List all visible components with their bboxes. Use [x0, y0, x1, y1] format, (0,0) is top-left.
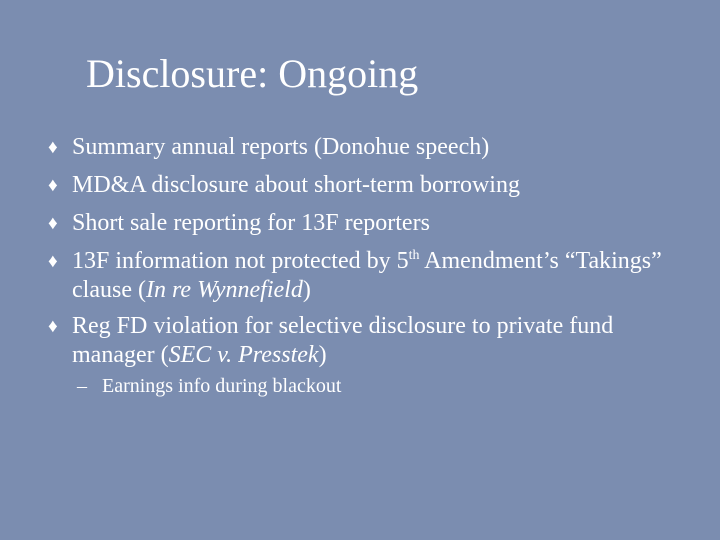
bullet-text-middle: Amendment’s “Takings” clause ( [72, 248, 662, 303]
bullet-item [48, 209, 688, 238]
bullet-item [48, 133, 688, 162]
bullet-text: Short sale reporting for 13F reporters [72, 210, 430, 236]
slide-title: Disclosure: Ongoing [86, 51, 419, 96]
sub-bullet-list [77, 374, 688, 398]
diamond-bullet-icon: ♦ [48, 251, 58, 272]
bullet-text-end: ) [302, 277, 311, 303]
dash-bullet-icon: – [77, 375, 87, 397]
sub-bullet-item [77, 374, 688, 398]
bullet-list [48, 133, 688, 407]
bullet-text: MD&A disclosure about short-term borrowing [72, 172, 520, 198]
bullet-text: Summary annual reports (Donohue speech) [72, 134, 490, 160]
diamond-bullet-icon: ♦ [48, 316, 58, 337]
case-citation: SEC v. Presstek [168, 342, 319, 368]
bullet-item [48, 171, 688, 200]
bullet-text-end: ) [318, 342, 327, 368]
ordinal-superscript: th [408, 248, 420, 263]
case-citation: In re Wynnefield [145, 277, 303, 303]
bullet-item [48, 247, 688, 305]
sub-bullet-text: Earnings info during blackout [102, 375, 342, 397]
diamond-bullet-icon: ♦ [48, 175, 58, 196]
diamond-bullet-icon: ♦ [48, 137, 58, 158]
bullet-text-start: Reg FD violation for selective disclosure to private fund manager ( [72, 313, 614, 368]
bullet-text-start: 13F information not protected by 5 [72, 248, 409, 274]
bullet-item [48, 312, 688, 398]
diamond-bullet-icon: ♦ [48, 213, 58, 234]
